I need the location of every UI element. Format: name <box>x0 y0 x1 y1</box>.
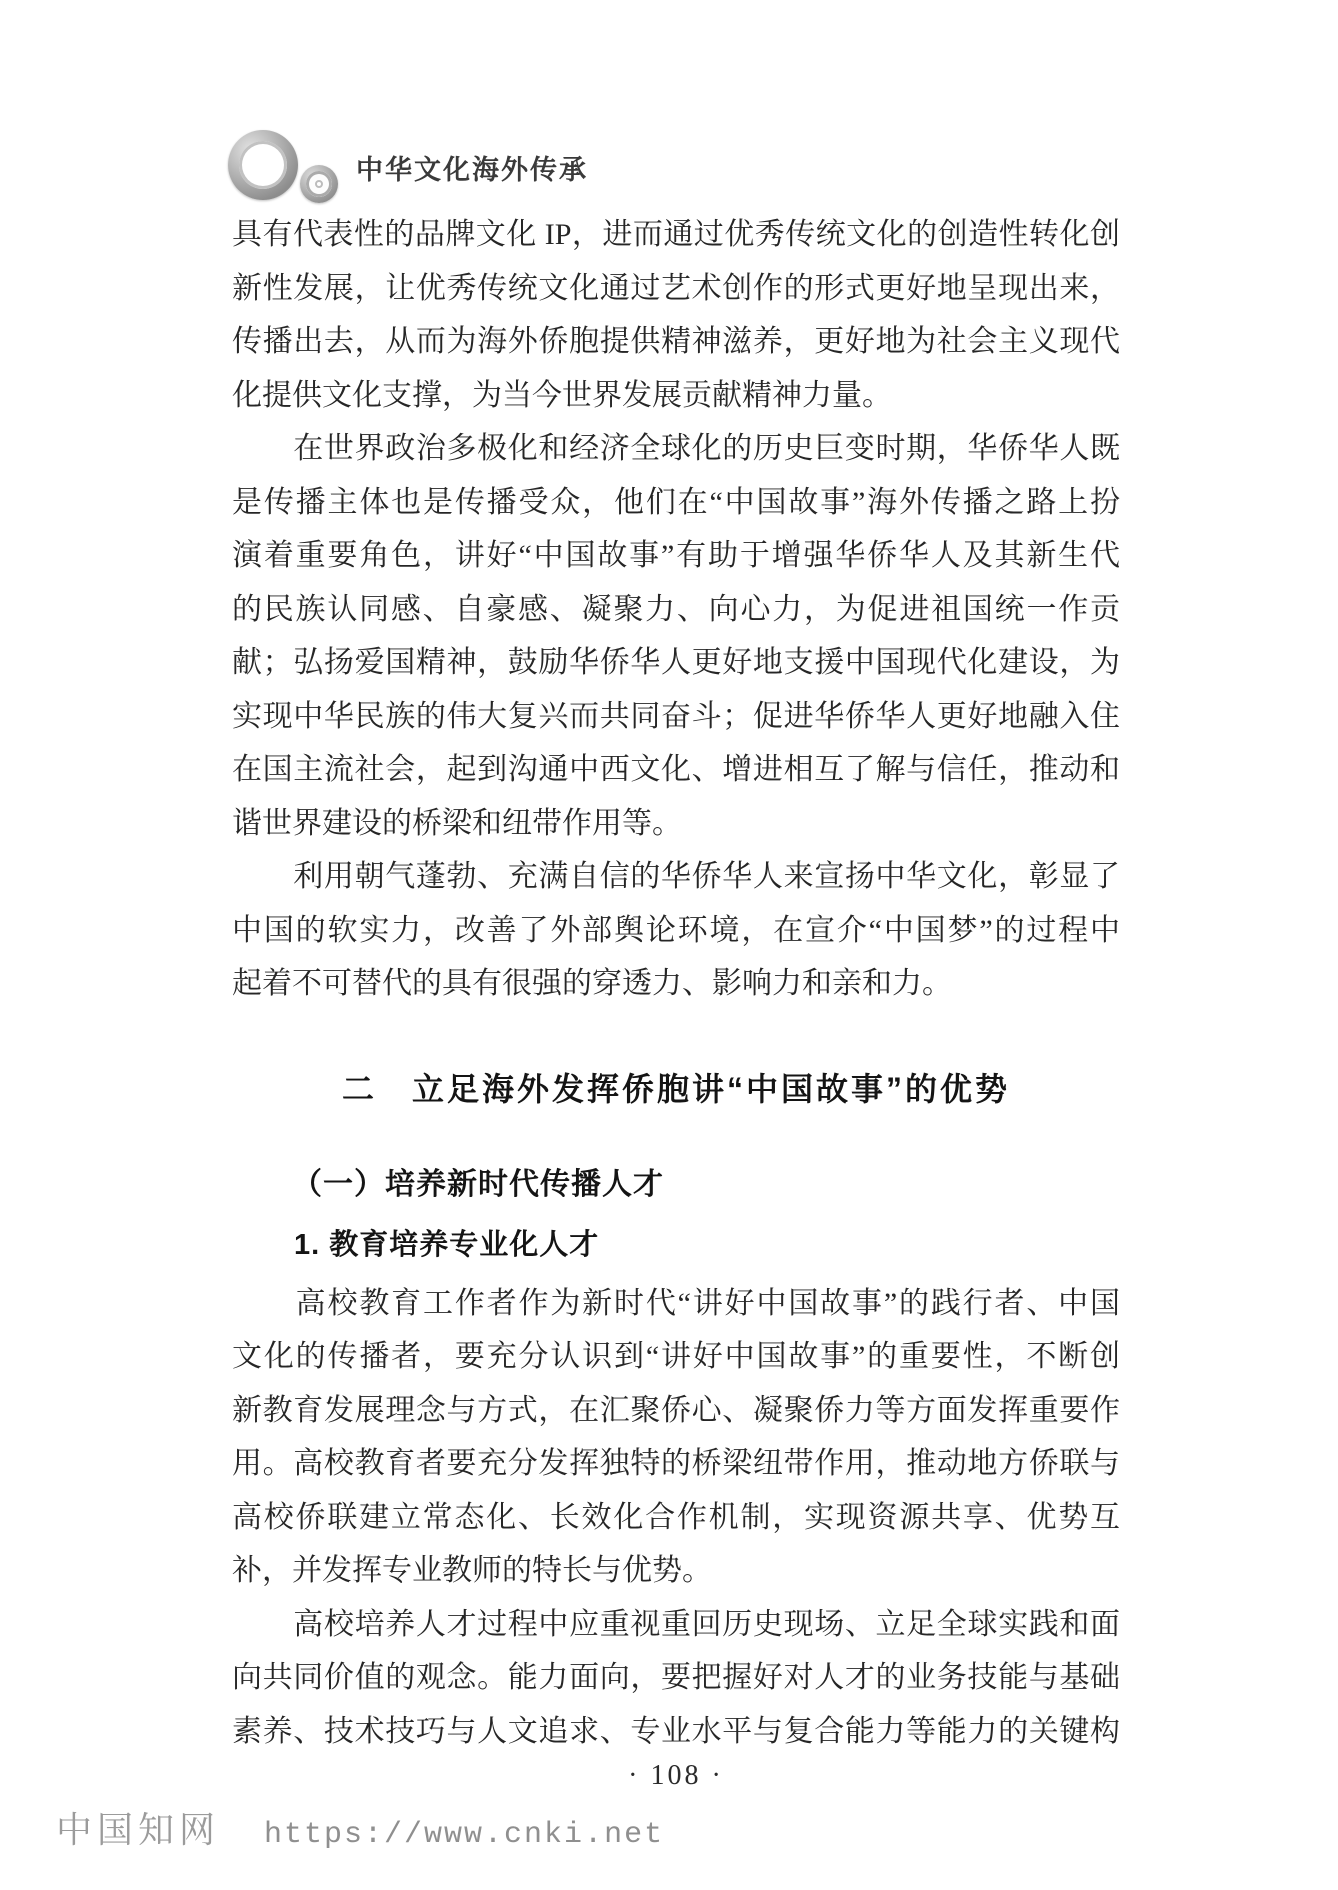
text-line: 中国的软实力，改善了外部舆论环境，在宣介“中国梦”的过程中 <box>232 913 1120 947</box>
text-line: 新性发展，让优秀传统文化通过艺术创作的形式更好地呈现出来， <box>232 271 1120 305</box>
text-line: 向共同价值的观念。能力面向，要把握好对人才的业务技能与基础 <box>232 1661 1120 1694</box>
paragraph <box>232 208 1120 422</box>
text-line: 谐世界建设的桥梁和纽带作用等。 <box>232 806 682 840</box>
text-line: 高校侨联建立常态化、长效化合作机制，实现资源共享、优势互 <box>232 1500 1120 1534</box>
logo-ring-large-icon <box>228 130 298 200</box>
text-line: 高校教育工作者作为新时代“讲好中国故事”的践行者、中国 <box>232 1286 1120 1320</box>
text-line: 补，并发挥专业教师的特长与优势。 <box>232 1554 712 1587</box>
text-line: 是传播主体也是传播受众，他们在“中国故事”海外传播之路上扮 <box>232 485 1120 519</box>
text-line: 起着不可替代的具有很强的穿透力、影响力和亲和力。 <box>232 967 952 1000</box>
text-line: 素养、技术技巧与人文追求、专业水平与复合能力等能力的关键构 <box>232 1714 1120 1748</box>
text-line: 新教育发展理念与方式，在汇聚侨心、凝聚侨力等方面发挥重要作 <box>232 1393 1120 1427</box>
text-line: 在世界政治多极化和经济全球化的历史巨变时期，华侨华人既 <box>232 432 1120 465</box>
brand-title: 中华文化海外传承 <box>356 154 588 185</box>
text-line: 演着重要角色，讲好“中国故事”有助于增强华侨华人及其新生代 <box>232 539 1120 572</box>
watermark-site-name: 中国知网 <box>56 1810 221 1850</box>
paragraph <box>232 850 1120 1011</box>
text-line: 传播出去，从而为海外侨胞提供精神滋养，更好地为社会主义现代 <box>232 325 1120 358</box>
text-line: 实现中华民族的伟大复兴而共同奋斗；促进华侨华人更好地融入住 <box>232 699 1120 733</box>
paragraph <box>232 1598 1120 1759</box>
page-number: · 108 · <box>628 1760 724 1791</box>
subsection-heading: （一）培养新时代传播人才 <box>292 1167 664 1201</box>
content-column <box>232 208 1120 1758</box>
page-header <box>228 128 588 206</box>
text-line: 具有代表性的品牌文化 IP，进而通过优秀传统文化的创造性转化创 <box>232 218 1120 251</box>
text-line: 文化的传播者，要充分认识到“讲好中国故事”的重要性，不断创 <box>232 1340 1120 1373</box>
logo-ring-small-icon <box>300 165 338 203</box>
text-line: 利用朝气蓬勃、充满自信的华侨华人来宣扬中华文化，彰显了 <box>232 860 1120 893</box>
section-heading: 二 立足海外发挥侨胞讲“中国故事”的优势 <box>341 1070 1010 1107</box>
paragraph <box>232 1277 1120 1598</box>
text-line: 献；弘扬爱国精神，鼓励华侨华人更好地支援中国现代化建设，为 <box>232 646 1120 679</box>
text-line: 化提供文化支撑，为当今世界发展贡献精神力量。 <box>232 378 892 412</box>
text-line: 用。高校教育者要充分发挥独特的桥梁纽带作用，推动地方侨联与 <box>232 1447 1120 1480</box>
watermark-url: https://www.cnki.net <box>264 1818 665 1852</box>
brand-logo <box>228 128 340 206</box>
watermark <box>56 1802 664 1853</box>
paragraph <box>232 422 1120 850</box>
text-line: 高校培养人才过程中应重视重回历史现场、立足全球实践和面 <box>232 1607 1120 1641</box>
sub-subsection-heading: 1. 教育培养专业化人才 <box>294 1228 600 1261</box>
text-line: 的民族认同感、自豪感、凝聚力、向心力，为促进祖国统一作贡 <box>232 592 1120 626</box>
text-line: 在国主流社会，起到沟通中西文化、增进相互了解与信任，推动和 <box>232 753 1120 786</box>
